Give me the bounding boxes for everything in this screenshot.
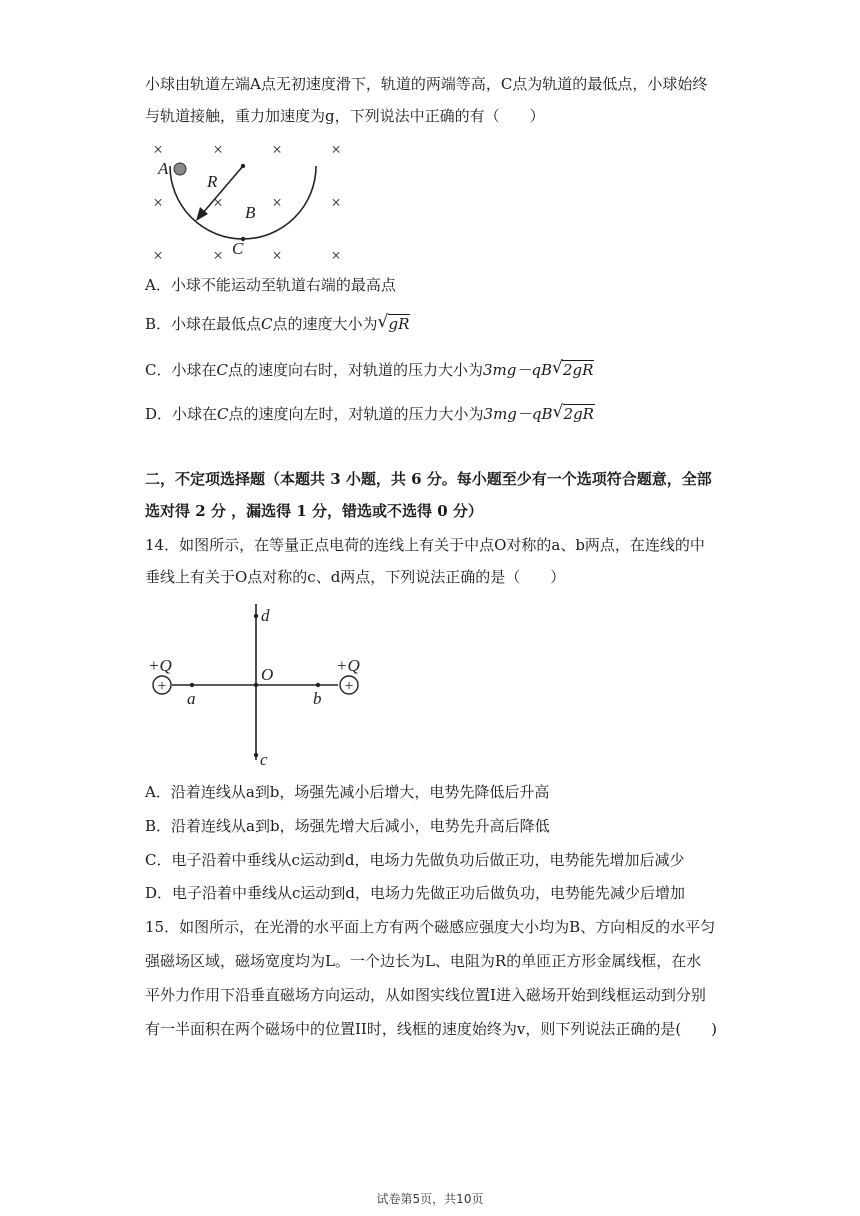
q13-option-b xyxy=(145,314,410,334)
field-cross: × xyxy=(213,140,223,159)
field-cross: × xyxy=(272,140,282,159)
q13-option-a: A．小球不能运动至轨道右端的最高点 xyxy=(145,276,396,294)
q15-stem-line2: 强磁场区域，磁场宽度均为L。一个边长为L、电阻为R的单匝正方形金属线框，在水 xyxy=(145,952,702,970)
center-dot xyxy=(241,164,245,168)
field-cross: × xyxy=(331,193,341,212)
field-cross: × xyxy=(153,246,163,265)
label-left-charge: +Q xyxy=(148,656,172,675)
label-B: B xyxy=(245,203,256,222)
q15-stem-line3: 平外力作用下沿垂直磁场方向运动，从如图实线位置I进入磁场开始到线框运动到分别 xyxy=(145,986,706,1004)
field-cross: × xyxy=(213,193,223,212)
q13-option-c-mid: 点的速度向右时，对轨道的压力大小为 xyxy=(227,361,483,379)
label-C: C xyxy=(232,239,244,258)
field-cross: × xyxy=(272,193,282,212)
point-d-dot xyxy=(254,614,258,618)
right-charge-plus: + xyxy=(344,678,354,695)
q13-option-d-point: C xyxy=(217,405,229,423)
left-charge-plus: + xyxy=(157,678,167,695)
q14-stem-line2: 垂线上有关于O点对称的c、d两点，下列说法正确的是（ ） xyxy=(145,568,566,586)
sqrt-2gR: √ 2gR xyxy=(552,402,594,423)
label-b: b xyxy=(313,689,322,708)
point-O-dot xyxy=(254,683,258,687)
label-right-charge: +Q xyxy=(336,656,360,675)
q13-option-b-point: C xyxy=(261,315,273,333)
label-d: d xyxy=(261,606,270,625)
field-cross: × xyxy=(272,246,282,265)
sqrt-2gR-arg: 2gR xyxy=(563,405,594,423)
label-a: a xyxy=(187,689,196,708)
q13-stem-line2: 与轨道接触，重力加速度为g，下列说法中正确的有（ ） xyxy=(145,107,545,125)
q14-figure xyxy=(140,600,380,772)
label-c: c xyxy=(260,750,268,769)
field-cross: × xyxy=(331,246,341,265)
q13-figure xyxy=(140,134,360,269)
sqrt-2gR: √ 2gR xyxy=(551,358,594,379)
page-footer: 试卷第5页，共10页 xyxy=(376,1192,484,1206)
q13-option-b-mid: 点的速度大小为 xyxy=(272,315,378,333)
q14-option-c: C．电子沿着中垂线从c运动到d，电场力先做负功后做正功，电势能先增加后减少 xyxy=(145,851,685,869)
q14-option-b: B．沿着连线从a到b，场强先增大后减小，电势先升高后降低 xyxy=(145,817,550,835)
q13-option-d-expr: 3mg－qB xyxy=(483,405,553,423)
q13-option-d-mid: 点的速度向左时，对轨道的压力大小为 xyxy=(228,405,484,423)
q15-stem-line4: 有一半面积在两个磁场中的位置II时，线框的速度始终为v，则下列说法正确的是( ) xyxy=(145,1020,718,1038)
point-a-dot xyxy=(190,683,194,687)
ball xyxy=(174,163,186,175)
label-O: O xyxy=(261,665,274,684)
q15-stem-line1: 15．如图所示，在光滑的水平面上方有两个磁感应强度大小均为B、方向相反的水平匀 xyxy=(145,918,716,936)
label-A: A xyxy=(158,159,169,178)
q14-stem-line1: 14．如图所示，在等量正点电荷的连线上有关于中点O对称的a、b两点，在连线的中 xyxy=(145,536,705,554)
q13-option-b-prefix: B．小球在最低点 xyxy=(145,315,262,333)
point-b-dot xyxy=(316,683,320,687)
q14-option-d: D．电子沿着中垂线从c运动到d，电场力先做正功后做负功，电势能先减少后增加 xyxy=(145,884,686,902)
field-cross: × xyxy=(153,140,163,159)
field-cross: × xyxy=(213,246,223,265)
sqrt-2gR-arg: 2gR xyxy=(562,361,594,379)
field-cross: × xyxy=(331,140,341,159)
q13-stem-line1: 小球由轨道左端A点无初速度滑下，轨道的两端等高，C点为轨道的最低点，小球始终 xyxy=(145,75,708,93)
section2-heading-line2: 选对得 2 分 ，漏选得 1 分，错选或不选得 0 分） xyxy=(145,502,483,520)
q13-option-c xyxy=(145,360,594,380)
sqrt-gR: √ gR xyxy=(377,312,410,333)
q13-option-d-prefix: D．小球在 xyxy=(145,405,218,423)
q13-option-d xyxy=(145,404,595,424)
section2-heading-line1: 二，不定项选择题（本题共 3 小题，共 6 分。每小题至少有一个选项符合题意，全部 xyxy=(145,470,712,488)
point-c-dot xyxy=(254,753,258,757)
q13-option-c-expr: 3mg－qB xyxy=(482,361,552,379)
sqrt-gR-arg: gR xyxy=(388,315,410,333)
semicircle-track xyxy=(170,166,316,239)
q13-option-c-prefix: C．小球在 xyxy=(145,361,217,379)
field-cross: × xyxy=(153,193,163,212)
q14-option-a: A．沿着连线从a到b，场强先减小后增大，电势先降低后升高 xyxy=(145,783,550,801)
q13-option-c-point: C xyxy=(216,361,228,379)
label-R: R xyxy=(207,172,218,191)
